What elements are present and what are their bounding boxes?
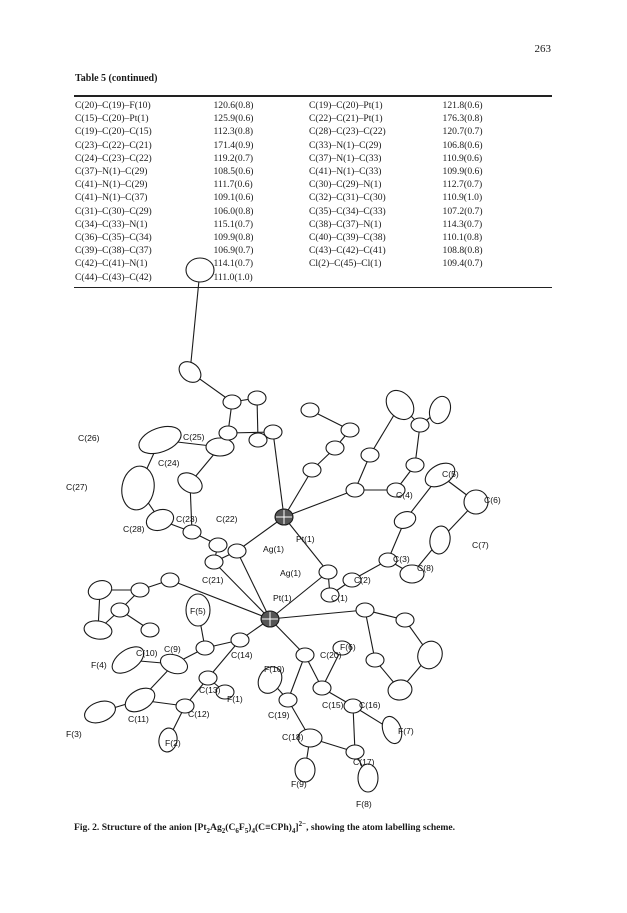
atom-label: C(3) xyxy=(393,554,410,564)
caption-part: (C≡CPh) xyxy=(254,822,292,834)
atom-ellipsoid xyxy=(206,438,234,456)
atom-ellipsoid xyxy=(186,258,214,282)
caption-sub: 5 xyxy=(244,827,249,836)
angle-atoms-cell: C(36)–C(35)–C(34) xyxy=(75,232,152,244)
atom-label: C(26) xyxy=(78,433,100,443)
atom-ellipsoid xyxy=(414,638,446,673)
atom-label: C(2) xyxy=(354,575,371,585)
bond-line xyxy=(365,610,375,660)
bond-line xyxy=(273,432,284,517)
bond-line xyxy=(270,610,365,619)
angle-atoms-cell: Cl(2)–C(45)–Cl(1) xyxy=(309,258,382,270)
atom-label: C(27) xyxy=(66,482,88,492)
atom-label: C(23) xyxy=(176,514,198,524)
atom-label: C(19) xyxy=(268,710,290,720)
atom-ellipsoid xyxy=(143,506,176,534)
atom-ellipsoid xyxy=(248,391,266,405)
atom-label: C(6) xyxy=(484,495,501,505)
atom-label: C(1) xyxy=(331,593,348,603)
bond-line xyxy=(170,580,270,619)
atom-ellipsoid xyxy=(199,671,217,685)
angle-value-cell: 112.7(0.7) xyxy=(442,179,483,191)
atom-ellipsoid xyxy=(406,458,424,472)
angle-value-cell: 171.4(0.9) xyxy=(213,139,254,151)
atom-ellipsoid xyxy=(161,573,179,587)
angle-atoms-cell: C(41)–N(1)–C(37) xyxy=(75,192,148,204)
caption-sub: 6 xyxy=(235,827,239,836)
atom-label: Pt(1) xyxy=(296,534,315,544)
caption-prefix: Fig. 2. Structure of the anion [Pt xyxy=(74,822,207,834)
atom-label: C(9) xyxy=(164,644,181,654)
atom-label: F(9) xyxy=(291,779,307,789)
caption-sub: 2 xyxy=(206,827,211,836)
atom-label: C(18) xyxy=(282,732,304,742)
atom-ellipsoid xyxy=(358,764,378,792)
angle-atoms-cell: C(34)–C(33)–N(1) xyxy=(75,218,148,230)
atom-ellipsoid xyxy=(196,641,214,655)
angle-value-cell: 120.6(0.8) xyxy=(213,100,254,111)
angle-atoms-cell: C(33)–N(1)–C(29) xyxy=(309,139,382,151)
angle-value-cell: 108.5(0.6) xyxy=(213,166,254,178)
atom-ellipsoid xyxy=(411,418,429,432)
atom-ellipsoid xyxy=(313,681,331,695)
angle-atoms-cell: C(44)–C(43)–C(42) xyxy=(75,271,152,283)
atom-label: F(7) xyxy=(398,726,414,736)
angle-atoms-cell: C(41)–N(1)–C(29) xyxy=(75,179,148,191)
atom-label: C(7) xyxy=(472,540,489,550)
atom-ellipsoid xyxy=(386,678,413,702)
angle-value-cell: 112.3(0.8) xyxy=(213,126,254,138)
bond-line xyxy=(284,490,355,517)
atom-ellipsoid xyxy=(279,693,297,707)
atom-ellipsoid xyxy=(301,403,319,417)
angle-value-cell: 107.2(0.7) xyxy=(442,205,483,217)
angle-atoms-cell: C(23)–C(22)–C(21) xyxy=(75,139,152,151)
angle-atoms-cell: C(19)–C(20)–Pt(1) xyxy=(309,100,383,111)
angle-value-cell: 120.7(0.7) xyxy=(442,126,483,138)
atom-ellipsoid xyxy=(346,483,364,497)
atom-label: F(10) xyxy=(264,664,285,674)
angle-atoms-cell: C(28)–C(23)–C(22) xyxy=(309,126,386,138)
angle-atoms-cell: C(38)–C(37)–N(1) xyxy=(309,218,382,230)
caption-part: Ag xyxy=(210,822,222,834)
atom-ellipsoid xyxy=(183,525,201,539)
angle-value-cell: 111.7(0.6) xyxy=(213,179,253,191)
angle-atoms-cell: C(22)–C(21)–Pt(1) xyxy=(309,113,383,125)
angle-value-cell: 109.9(0.6) xyxy=(442,166,483,178)
caption-part: ] xyxy=(295,822,299,834)
angle-value-cell: 110.9(0.6) xyxy=(442,152,483,164)
atom-ellipsoid xyxy=(228,544,246,558)
caption-sub: 2 xyxy=(221,827,226,836)
atom-label: C(4) xyxy=(396,490,413,500)
atom-ellipsoid xyxy=(231,633,249,647)
angle-atoms-cell: C(43)–C(42)–C(41) xyxy=(309,245,386,257)
atom-ellipsoid xyxy=(296,648,314,662)
atom-label: F(2) xyxy=(165,738,181,748)
angle-value-cell: 114.3(0.7) xyxy=(442,218,483,230)
atom-ellipsoid xyxy=(426,393,454,426)
angle-atoms-cell: C(24)–C(23)–C(22) xyxy=(75,152,152,164)
angle-value-cell: 114.1(0.7) xyxy=(213,258,254,270)
atom-label: C(22) xyxy=(216,514,238,524)
angle-value-cell: 106.0(0.8) xyxy=(213,205,254,217)
atom-label: C(24) xyxy=(158,458,180,468)
atom-label: Ag(1) xyxy=(280,568,302,578)
atom-ellipsoid xyxy=(135,421,185,459)
atom-label: C(14) xyxy=(231,650,253,660)
angle-atoms-cell: C(20)–C(19)–F(10) xyxy=(75,100,151,111)
atom-ellipsoid xyxy=(223,395,241,409)
angle-atoms-cell: C(42)–C(41)–N(1) xyxy=(75,258,148,270)
atom-label: C(13) xyxy=(199,685,221,695)
atom-label: F(4) xyxy=(91,660,107,670)
atom-label: C(15) xyxy=(322,700,344,710)
angle-value-cell: 106.8(0.6) xyxy=(442,139,483,151)
caption-sub: 4 xyxy=(291,827,296,836)
angle-value-cell: 109.9(0.8) xyxy=(213,232,254,244)
angle-value-cell: 115.1(0.7) xyxy=(213,218,254,230)
angle-value-cell: 125.9(0.6) xyxy=(213,113,254,125)
atom-label: C(16) xyxy=(359,700,381,710)
atom-ellipsoid xyxy=(121,683,159,716)
atom-label: F(8) xyxy=(356,799,372,809)
angle-atoms-cell: C(31)–C(30)–C(29) xyxy=(75,205,152,217)
angle-value-cell: 176.3(0.8) xyxy=(442,113,483,125)
atom-ellipsoid xyxy=(131,583,149,597)
angle-atoms-cell: C(40)–C(39)–C(38) xyxy=(309,232,386,244)
atom-ellipsoid xyxy=(303,463,321,477)
angle-value-cell: 119.2(0.7) xyxy=(213,152,254,164)
bond-line xyxy=(214,562,270,619)
angle-atoms-cell: C(15)–C(20)–Pt(1) xyxy=(75,113,149,125)
atom-ellipsoid xyxy=(205,555,223,569)
atom-label: F(5) xyxy=(190,606,206,616)
caption-suffix: , showing the atom labelling scheme. xyxy=(306,822,456,834)
atom-ellipsoid xyxy=(396,613,414,627)
angle-atoms-cell: C(39)–C(38)–C(37) xyxy=(75,245,152,257)
atom-ellipsoid xyxy=(219,426,237,440)
atom-label: C(11) xyxy=(128,714,149,724)
atom-label: C(21) xyxy=(202,575,224,585)
angle-value-cell: 109.1(0.6) xyxy=(213,192,254,204)
angle-value-cell: 110.1(0.8) xyxy=(442,232,483,244)
atom-label: Pt(1) xyxy=(273,593,292,603)
angle-value-cell: 110.9(1.0) xyxy=(442,192,483,204)
angle-value-cell: 106.9(0.7) xyxy=(213,245,254,257)
atom-label: C(8) xyxy=(417,563,434,573)
caption-charge: 2− xyxy=(298,820,307,828)
atom-ellipsoid xyxy=(249,433,267,447)
angle-atoms-cell: C(37)–N(1)–C(33) xyxy=(309,152,382,164)
atom-ellipsoid xyxy=(111,603,129,617)
atom-ellipsoid xyxy=(175,357,205,386)
table-caption: Table 5 (continued) xyxy=(75,73,158,84)
atom-ellipsoid xyxy=(209,538,227,552)
atom-label: C(25) xyxy=(183,432,205,442)
atom-label: C(17) xyxy=(353,757,375,767)
angle-value-cell: 108.8(0.8) xyxy=(442,245,483,257)
atom-label: Ag(1) xyxy=(263,544,285,554)
caption-part: F xyxy=(238,822,245,834)
angle-atoms-cell: C(19)–C(20)–C(15) xyxy=(75,126,152,138)
atom-ellipsoid xyxy=(174,469,206,498)
atom-ellipsoid xyxy=(319,565,337,579)
angle-atoms-cell: C(32)–C(31)–C(30) xyxy=(309,192,386,204)
angle-atoms-cell: C(35)–C(34)–C(33) xyxy=(309,205,386,217)
atom-ellipsoid xyxy=(326,441,344,455)
atom-ellipsoid xyxy=(86,577,115,602)
caption-part: (C xyxy=(225,822,236,834)
atom-ellipsoid xyxy=(158,651,190,677)
atom-ellipsoid xyxy=(83,619,114,642)
atom-label: F(6) xyxy=(340,642,356,652)
atom-ellipsoid xyxy=(366,653,384,667)
angle-value-cell: 121.8(0.6) xyxy=(442,100,483,111)
bond-line xyxy=(237,551,270,619)
atom-label: F(1) xyxy=(227,694,243,704)
angle-value-cell: 111.0(1.0) xyxy=(213,271,253,283)
page-number: 263 xyxy=(534,43,551,55)
angle-atoms-cell: C(37)–N(1)–C(29) xyxy=(75,166,148,178)
atom-ellipsoid xyxy=(118,464,157,513)
angle-atoms-cell: C(41)–N(1)–C(33) xyxy=(309,166,382,178)
atom-ellipsoid xyxy=(141,623,159,637)
angle-atoms-cell: C(30)–C(29)–N(1) xyxy=(309,179,382,191)
atom-ellipsoid xyxy=(82,697,119,727)
caption-sub: 4 xyxy=(251,827,255,836)
atom-label: C(12) xyxy=(188,709,210,719)
atom-ellipsoid xyxy=(356,603,374,617)
atom-label: C(28) xyxy=(123,524,145,534)
bond-line xyxy=(190,270,200,372)
atom-ellipsoid xyxy=(361,448,379,462)
atom-ellipsoid xyxy=(392,509,418,532)
atom-ellipsoid xyxy=(341,423,359,437)
atom-label: F(3) xyxy=(66,729,82,739)
atom-label: C(10) xyxy=(136,648,158,658)
figure-caption xyxy=(74,820,574,835)
atom-label: C(20) xyxy=(320,650,342,660)
atom-label: C(5) xyxy=(442,469,459,479)
caption-part: ) xyxy=(248,822,252,834)
angle-value-cell: 109.4(0.7) xyxy=(442,258,483,270)
bond-line xyxy=(284,517,328,572)
